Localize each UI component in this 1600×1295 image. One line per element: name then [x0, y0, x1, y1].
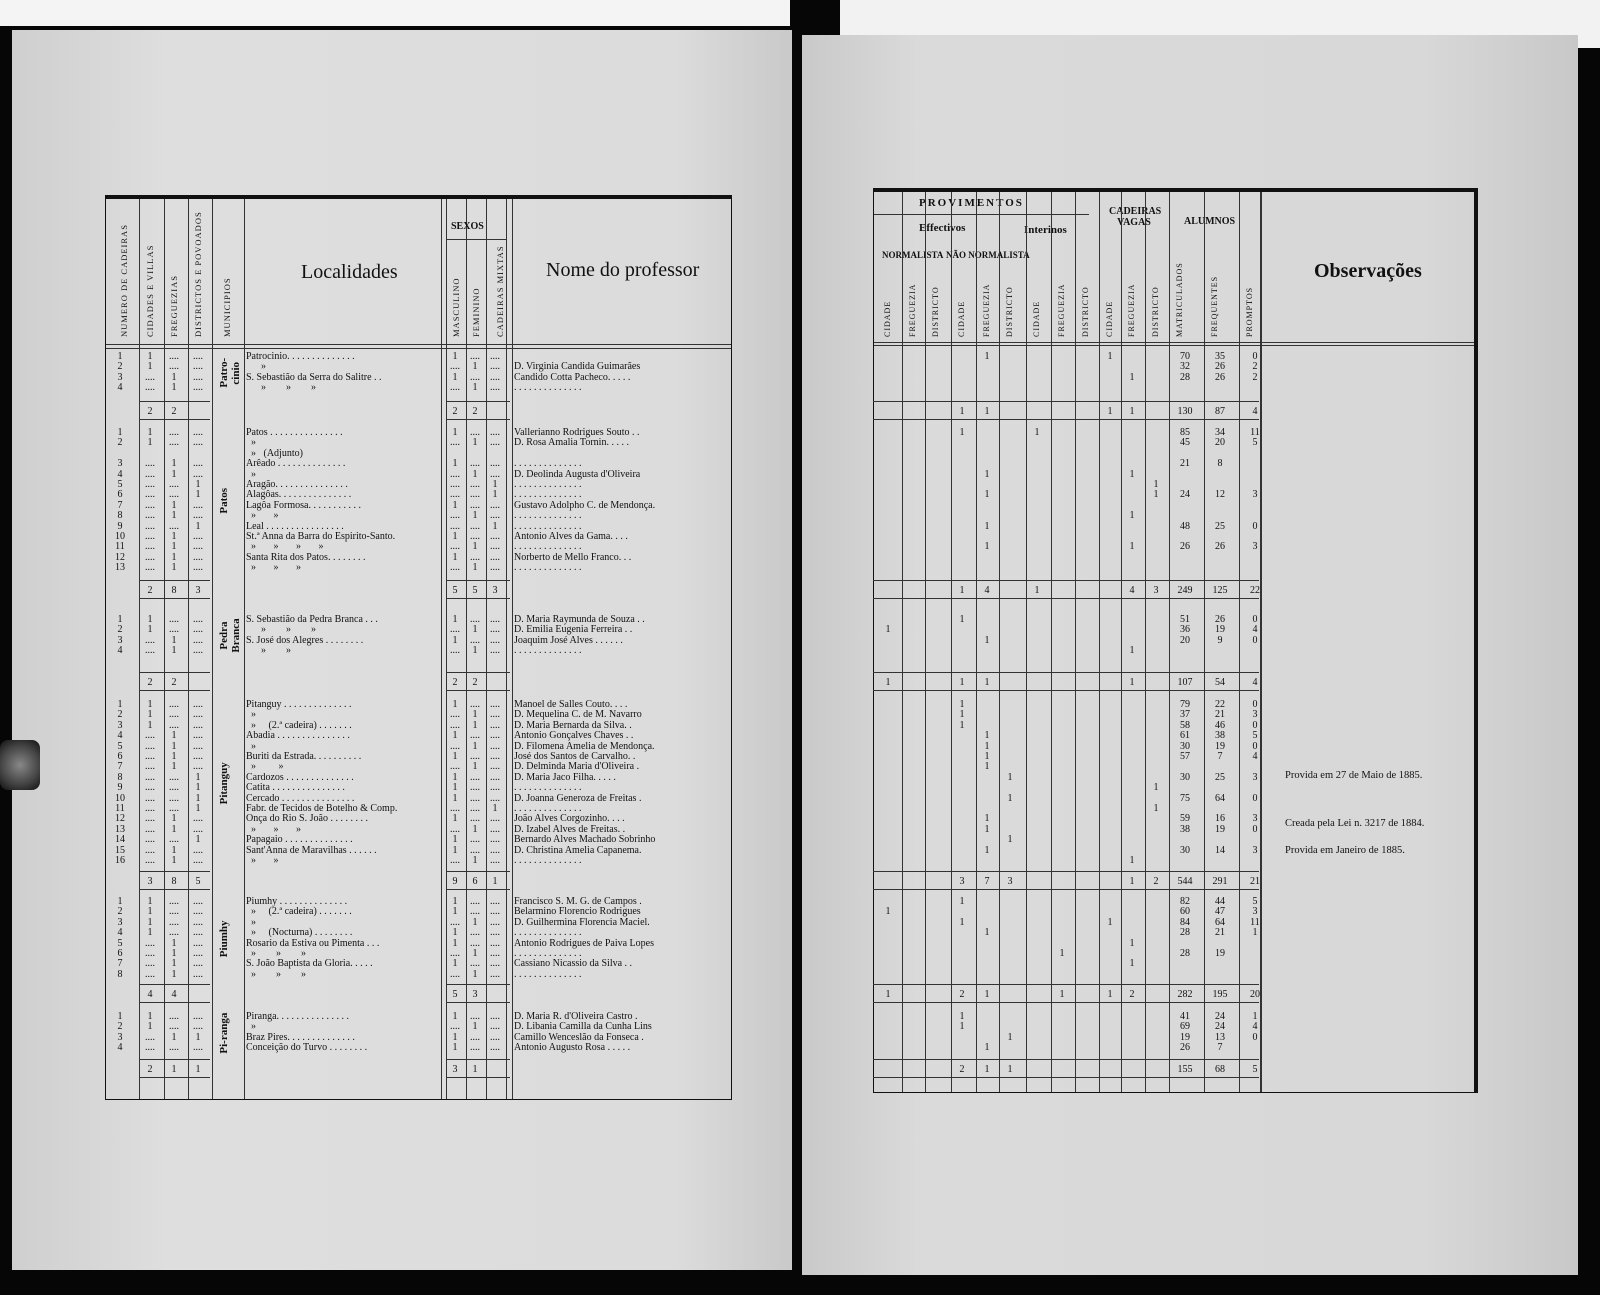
total-freguezias: 8	[171, 585, 177, 596]
professor-col: Vallerianno Rodrigues Souto . . D. Rosa Amalia Tornin. . . . . . . . . . . . . . . . . . . D. Deolinda Augusta d'Oliveira . . . . . . . . . . . . . . . . . . . . . . . . . . . . Gustavo Adolpho C. de Mendonça. . . . . . . . . . . . . . . . . . . . . . . . . . . . . Antonio Alves da Gama. . . . . . . . . . . . . . . . . . Norberto de Mello Franco. . . . . . . . . . . . . . . . .	[514, 427, 656, 574]
total-nn_fr: 7	[984, 876, 990, 887]
total-feminino: 2	[472, 677, 478, 688]
vg_fr-col: 1	[1129, 855, 1135, 867]
districtos-col: .... .... .... ....	[193, 614, 203, 657]
header-rule	[874, 342, 1474, 343]
row-numbers: 1 2 3 4 5 6 7 8	[117, 896, 123, 980]
nn_fr-col: 1	[984, 1042, 990, 1054]
total-districtos: 5	[195, 876, 201, 887]
header-mixtas: CADEIRAS MIXTAS	[495, 245, 505, 337]
pr-col: 0 3 0 5 0 4 3 0 3 0 3	[1252, 699, 1258, 856]
nn_ci-col: 1	[959, 614, 965, 625]
total-rule	[140, 871, 210, 872]
row-numbers: 1 2 3 4	[117, 1011, 123, 1054]
total-freq: 195	[1212, 989, 1228, 1000]
freq-col: 35 26 26	[1215, 351, 1225, 383]
total-pr: 4	[1252, 677, 1258, 688]
feminino-col: .... 1 1 .... 1 .... 1 .... .... .... .... .... 1 .... .... 1	[470, 699, 480, 867]
header-districto: DISTRICTO	[931, 286, 940, 337]
total-rule	[140, 580, 210, 581]
pr-col: 5 3 11 1	[1250, 896, 1260, 939]
total-pr: 5	[1252, 1064, 1258, 1075]
nn_fr-col: 1 1 1 1 1 1 1	[984, 730, 990, 856]
pr-col: 0 2 2	[1252, 351, 1258, 383]
cidades-villas-col: 1 1 .... ....	[145, 614, 155, 657]
total-rule	[446, 1077, 510, 1078]
nn_fr-col: 1	[984, 927, 990, 939]
header-freguezia: FREGUEZIA	[1057, 283, 1066, 337]
total-mat: 249	[1177, 585, 1193, 596]
vg_fr-col: 1	[1129, 645, 1135, 657]
nn_ci-col: 1 1	[959, 896, 965, 928]
col-rule	[212, 199, 213, 1099]
total-feminino: 2	[472, 406, 478, 417]
mixtas-col: .... .... .... ....	[490, 351, 500, 394]
mixtas-col: .... .... .... ....	[490, 614, 500, 657]
total-rule	[446, 984, 510, 985]
header-cidade: CIDADE	[1032, 300, 1041, 337]
total-freq: 291	[1212, 876, 1228, 887]
observacao-note: Creada pela Lei n. 3217 de 1884.	[1285, 818, 1425, 829]
vg_ci-col: 1	[1107, 351, 1113, 362]
total-cidades-villas: 2	[147, 406, 153, 417]
header-masculino: MASCULINO	[451, 277, 461, 337]
total-rule	[873, 598, 1259, 599]
total-freq: 125	[1212, 585, 1228, 596]
header-nome-professor: Nome do professor	[546, 259, 700, 281]
masculino-col: 1 .... 1 ....	[450, 351, 460, 394]
page-edge-top-left	[0, 0, 790, 26]
nn_fr-col: 1	[984, 634, 990, 646]
total-rule	[140, 419, 210, 420]
professor-col: D. Virginia Candida Guimarães Candido Cotta Pacheco. . . . . . . . . . . . . . . . . . .	[514, 361, 641, 394]
total-rule	[873, 889, 1259, 890]
in_ci-col: 1	[1034, 427, 1040, 438]
total-cidades-villas: 2	[147, 1064, 153, 1075]
total-districtos: 1	[195, 1064, 201, 1075]
feminino-col: .... 1 .... ....	[470, 1011, 480, 1054]
pr-col: 0 4 0	[1252, 614, 1258, 646]
total-nn_ci: 2	[959, 989, 965, 1000]
total-rule	[140, 598, 210, 599]
observacao-note: Provida em Janeiro de 1885.	[1285, 845, 1405, 856]
feminino-col: .... 1 .... 1	[470, 351, 480, 394]
nn_di-col: 1 1 1	[1007, 771, 1013, 846]
vg_ci-col: 1	[1107, 916, 1113, 928]
total-nn_fr: 1	[984, 989, 990, 1000]
total-nn_fr: 4	[984, 585, 990, 596]
total-nn_fr: 1	[984, 677, 990, 688]
rule	[874, 214, 1089, 215]
mat-col: 79 37 58 61 30 57 30 75 59 38 30	[1180, 699, 1190, 856]
header-municipios: MUNICIPIOS	[222, 277, 232, 337]
total-vg_fr: 1	[1129, 876, 1135, 887]
header-effectivos: Effectivos	[919, 222, 966, 234]
total-feminino: 1	[472, 1064, 478, 1075]
total-rule	[446, 1002, 510, 1003]
pr-col: 11 5 3 0 3	[1250, 427, 1260, 553]
total-rule	[873, 690, 1259, 691]
total-freguezias: 4	[171, 989, 177, 1000]
cidades-villas-col: 1 1 .... ....	[145, 1011, 155, 1054]
total-nn_ci: 2	[959, 1064, 965, 1075]
col-rule	[244, 199, 245, 1099]
professor-col: Francisco S. M. G. de Campos . Belarmino Florencio Rodrigues D. Guilhermina Florencia Maciel. . . . . . . . . . . . . . . Antonio Rodrigues de Paiva Lopes . . . . . . . . . . . . . . Cassiano Nicassio da Silva . . . . . . . . . . . . . . . .	[514, 896, 654, 980]
localidades-col: Piranga. . . . . . . . . . . . . . . » Braz Pires. . . . . . . . . . . . . . Conceição do Turvo . . . . . . . .	[246, 1011, 368, 1054]
header-normalista: NORMALISTA	[882, 250, 944, 260]
total-rule	[140, 401, 210, 402]
col-rule	[1026, 192, 1027, 1092]
total-rule	[446, 598, 510, 599]
mixtas-col: .... .... .... .... .... .... .... .... .... .... 1 .... .... .... .... ....	[490, 699, 500, 867]
header-districto: DISTRICTO	[1005, 286, 1014, 337]
total-freguezias: 2	[171, 406, 177, 417]
total-rule	[140, 672, 210, 673]
total-rule	[873, 1077, 1259, 1078]
header-provimentos: PROVIMENTOS	[919, 197, 1024, 209]
header-cidade: CIDADE	[883, 300, 892, 337]
nn_ci-col: 1	[959, 427, 965, 438]
vg_fr-col: 1 1	[1129, 937, 1135, 970]
municipio-name: Pi-ranga	[218, 1012, 230, 1054]
total-rule	[140, 1077, 210, 1078]
total-mat: 155	[1177, 1064, 1193, 1075]
total-pr: 22	[1250, 585, 1260, 596]
total-freq: 87	[1215, 406, 1225, 417]
total-rule	[873, 1059, 1259, 1060]
total-freguezias: 2	[171, 677, 177, 688]
cidades-villas-col: 1 1 .... ....	[145, 351, 155, 394]
total-rule	[873, 984, 1259, 985]
total-cidades-villas: 2	[147, 585, 153, 596]
total-rule	[140, 690, 210, 691]
total-pr: 21	[1250, 876, 1260, 887]
total-rule	[446, 1059, 510, 1060]
header-freguezia: FREGUEZIA	[908, 283, 917, 337]
total-freguezias: 1	[171, 1064, 177, 1075]
col-rule	[925, 192, 926, 1092]
header-rule	[874, 345, 1474, 346]
mat-col: 82 60 84 28 28	[1180, 896, 1190, 960]
total-nn_ci: 3	[959, 876, 965, 887]
freguezias-col: .... .... .... 1 1 1 1 .... .... .... .... 1 1 .... 1 1	[169, 699, 179, 867]
cidades-villas-col: 1 1 1 .... .... .... .... .... .... .... .... .... .... .... .... ....	[145, 699, 155, 867]
header-feminino: FEMININO	[471, 287, 481, 337]
vg_fr-col: 1	[1129, 371, 1135, 383]
total-masculino: 9	[452, 876, 458, 887]
districtos-col: .... .... .... ....	[193, 351, 203, 394]
nn_di-col: 1	[1007, 1031, 1013, 1043]
total-rule	[140, 984, 210, 985]
header-cidade: CIDADE	[957, 300, 966, 337]
localidades-col: S. Sebastião da Pedra Branca . . . » » » S. José dos Alegres . . . . . . . . » »	[246, 614, 378, 657]
binder-clip	[0, 740, 40, 790]
total-nn_fr: 1	[984, 1064, 990, 1075]
header-alumnos: ALUMNOS	[1184, 216, 1236, 227]
total-pr: 4	[1252, 406, 1258, 417]
freq-col: 24 24 13 7	[1215, 1011, 1225, 1054]
header-observacoes: Observações	[1314, 260, 1422, 282]
col-rule	[1075, 192, 1076, 1092]
freq-col: 26 19 9	[1215, 614, 1225, 646]
total-masculino: 2	[452, 677, 458, 688]
row-numbers: 1 2 3 4	[117, 614, 123, 657]
total-rule	[446, 871, 510, 872]
mat-col: 41 69 19 26	[1180, 1011, 1190, 1054]
masculino-col: 1 1 .... 1 1 .... 1 ....	[450, 896, 460, 980]
total-cidades-villas: 4	[147, 989, 153, 1000]
nn_fr-col: 1	[984, 351, 990, 362]
row-numbers: 1 2 3 4 5 6 7 8 9 10 11 12 13	[115, 427, 125, 574]
localidades-col: Pitanguy . . . . . . . . . . . . . . » » (2.ª cadeira) . . . . . . . Abadia . . . . . . . . . . . . . . . » Buriti da Estrada. . . . . . . . . . » » Cardozos . . . . . . . . . . . . . . Catita . . . . . . . . . . . . . . . Cercado . . . . . . . . . . . . . . . Fabr. de Tecidos de Botelho & Comp. Onça do Rio S. João . . . . . . . . » » » Papagaio . . . . . . . . . . . . . . Sant'Anna de Maravilhas . . . . . . » »	[246, 699, 398, 867]
freguezias-col: .... .... 1 1 .... .... 1 1 .... 1 1 1 1	[169, 427, 179, 574]
col-rule	[441, 199, 442, 1099]
header-frequentes: FREQUENTES	[1210, 275, 1219, 337]
header-numero-cadeiras: NUMERO DE CADEIRAS	[119, 224, 129, 337]
total-pr: 20	[1250, 989, 1260, 1000]
total-nn_ci: 1	[959, 585, 965, 596]
total-mat: 130	[1177, 406, 1193, 417]
total-nn_ci: 1	[959, 406, 965, 417]
total-vg_fr: 2	[1129, 989, 1135, 1000]
total-rule	[140, 1059, 210, 1060]
header-freguezias: FREGUEZIAS	[169, 275, 179, 337]
row-numbers: 1 2 3 4	[117, 351, 123, 394]
total-freguezias: 8	[171, 876, 177, 887]
total-nn_di: 1	[1007, 1064, 1013, 1075]
professor-col: D. Maria R. d'Oliveira Castro . D. Libania Camilla da Cunha Lins Camillo Wenceslão da Fonseca . Antonio Augusto Rosa . . . . .	[514, 1011, 652, 1054]
total-vg_ci: 1	[1107, 406, 1113, 417]
municipio-name: Patro-cinio	[218, 357, 242, 388]
mat-col: 85 45 21 24 48 26	[1180, 427, 1190, 553]
row-numbers: 1 2 3 4 5 6 7 8 9 10 11 12 13 14 15 16	[115, 699, 125, 867]
freguezias-col: .... .... 1 ....	[169, 1011, 179, 1054]
header-cidades-villas: CIDADES E VILLAS	[145, 244, 155, 337]
total-masculino: 3	[452, 1064, 458, 1075]
header-nao-normalista: NÃO NORMALISTA	[946, 250, 1030, 260]
header-cadeiras-vagas: CADEIRAS VAGAS	[1109, 206, 1162, 228]
total-rule	[446, 690, 510, 691]
masculino-col: 1 .... 1 .... .... .... 1 .... .... 1 .... 1 ....	[450, 427, 460, 574]
masculino-col: 1 .... 1 1	[450, 1011, 460, 1054]
pr-col: 1 4 0	[1252, 1011, 1258, 1043]
total-rule	[873, 672, 1259, 673]
header-districtos: DISTRICTOS E POVOADOS	[193, 211, 203, 337]
total-feminino: 3	[472, 989, 478, 1000]
total-masculino: 2	[452, 406, 458, 417]
header-districto: DISTRICTO	[1151, 286, 1160, 337]
municipio-name: Pitanguy	[218, 762, 230, 805]
header-cidade: CIDADE	[1105, 300, 1114, 337]
col-rule	[1145, 192, 1146, 1092]
freguezias-col: .... .... 1 1	[169, 614, 179, 657]
total-rule	[140, 889, 210, 890]
n_ci-col: 1	[885, 906, 891, 918]
total-districtos: 3	[195, 585, 201, 596]
col-rule	[902, 192, 903, 1092]
municipio-name: Patos	[218, 487, 230, 514]
districtos-col: .... .... 1 ....	[193, 1011, 203, 1054]
districtos-col: .... .... .... .... 1 1 .... .... 1 .... .... .... ....	[193, 427, 203, 574]
total-rule	[873, 1002, 1259, 1003]
nn_ci-col: 1 1 1	[959, 699, 965, 731]
col-rule	[999, 192, 1000, 1092]
districtos-col: .... .... .... .... .... .... .... 1 1 1 1 .... .... 1 .... ....	[193, 699, 203, 867]
total-freq: 68	[1215, 1064, 1225, 1075]
mixtas-col: .... .... .... .... 1 1 .... .... 1 .... .... .... ....	[490, 427, 500, 574]
districtos-col: .... .... .... .... .... .... .... ....	[193, 896, 203, 980]
vg_fr-col: 1 1 1	[1129, 468, 1135, 553]
total-freq: 54	[1215, 677, 1225, 688]
total-rule	[446, 889, 510, 890]
total-nn_fr: 1	[984, 406, 990, 417]
freq-col: 22 21 46 38 19 7 25 64 16 19 14	[1215, 699, 1225, 856]
vg_di-col: 1 1	[1153, 479, 1159, 501]
total-rule	[873, 419, 1259, 420]
total-rule	[446, 419, 510, 420]
header-rule	[106, 348, 731, 349]
header-freguezia: FREGUEZIA	[1127, 283, 1136, 337]
header-rule	[106, 344, 731, 345]
header-districto: DISTRICTO	[1081, 286, 1090, 337]
mixtas-col: .... .... .... .... .... .... .... ....	[490, 896, 500, 980]
total-mixtas: 1	[492, 876, 498, 887]
col-rule	[512, 199, 513, 1099]
freq-col: 34 20 8 12 25 26	[1215, 427, 1225, 553]
total-mat: 282	[1177, 989, 1193, 1000]
total-vg_di: 2	[1153, 876, 1159, 887]
feminino-col: .... 1 .... 1 .... .... .... 1 .... .... 1 .... 1	[470, 427, 480, 574]
feminino-col: .... 1 .... 1	[470, 614, 480, 657]
total-in_ci: 1	[1034, 585, 1040, 596]
header-localidades: Localidades	[301, 261, 398, 283]
professor-col: Manoel de Salles Couto. . . . D. Mequelina C. de M. Navarro D. Maria Bernarda da Silva. . Antonio Gonçalves Chaves . . D. Filomena Amelia de Mendonça. José dos Santos de Carvalho. . D. Delminda Maria d'Oliveira . D. Maria Jaco Filha. . . . . . . . . . . . . . . . . . . D. Joanna Generoza de Freitas . . . . . . . . . . . . . . . João Alves Corgozinho. . . . D. Izabel Alves de Freitas. . Bernardo Alves Machado Sobrinho D. Christina Amelia Capanema. . . . . . . . . . . . . . .	[514, 699, 656, 867]
municipio-name: Piumhy	[218, 920, 230, 957]
total-vg_fr: 1	[1129, 406, 1135, 417]
total-cidades-villas: 2	[147, 677, 153, 688]
freq-col: 44 47 64 21 19	[1215, 896, 1225, 960]
freguezias-col: .... .... 1 1	[169, 351, 179, 394]
total-masculino: 5	[452, 989, 458, 1000]
total-mixtas: 3	[492, 585, 498, 596]
total-n_ci: 1	[885, 677, 891, 688]
total-mat: 107	[1177, 677, 1193, 688]
total-cidades-villas: 3	[147, 876, 153, 887]
total-masculino: 5	[452, 585, 458, 596]
total-in_fr: 1	[1059, 989, 1065, 1000]
vg_di-col: 1 1	[1153, 782, 1159, 815]
mat-col: 70 32 28	[1180, 351, 1190, 383]
total-nn_di: 3	[1007, 876, 1013, 887]
header-interinos: Interinos	[1024, 224, 1067, 236]
cidades-villas-col: 1 1 1 1 .... .... .... ....	[145, 896, 155, 980]
mat-col: 51 36 20	[1180, 614, 1190, 646]
total-rule	[873, 871, 1259, 872]
total-vg_fr: 1	[1129, 677, 1135, 688]
total-rule	[873, 401, 1259, 402]
col-rule	[506, 199, 507, 1099]
total-rule	[140, 1002, 210, 1003]
total-vg_ci: 1	[1107, 989, 1113, 1000]
freguezias-col: .... .... .... .... 1 1 1 1	[169, 896, 179, 980]
cidades-villas-col: 1 1 .... .... .... .... .... .... .... .... .... .... ....	[145, 427, 155, 574]
total-n_ci: 1	[885, 989, 891, 1000]
total-vg_di: 3	[1153, 585, 1159, 596]
total-rule	[446, 401, 510, 402]
total-rule	[873, 580, 1259, 581]
total-feminino: 5	[472, 585, 478, 596]
masculino-col: 1 .... .... 1 .... 1 .... 1 1 1 .... 1 .... 1 1 ....	[450, 699, 460, 867]
total-nn_ci: 1	[959, 677, 965, 688]
in_fr-col: 1	[1059, 948, 1065, 960]
localidades-col: Patrocinio. . . . . . . . . . . . . . » S. Sebastião da Serra do Salitre . . » » »	[246, 351, 382, 394]
observacao-note: Provida em 27 de Maio de 1885.	[1285, 770, 1423, 781]
professor-col: D. Maria Raymunda de Souza . . D. Emilia Eugenia Ferreira . . Joaquim José Alves . . . . . . . . . . . . . . . . . . . .	[514, 614, 645, 657]
nn_fr-col: 1 1 1 1	[984, 468, 990, 553]
localidades-col: Piumhy . . . . . . . . . . . . . . » (2.ª cadeira) . . . . . . . » » (Nocturna) . . . . . . . . Rosario da Estiva ou Pimenta . . . » » » S. João Baptista da Gloria. . . . . » » »	[246, 896, 380, 980]
municipio-name: Pedra Branca	[218, 618, 242, 653]
mixtas-col: .... .... .... ....	[490, 1011, 500, 1054]
header-freguezia: FREGUEZIA	[982, 283, 991, 337]
header-promptos: PROMPTOS	[1245, 286, 1254, 337]
n_ci-col: 1	[885, 624, 891, 636]
total-mat: 544	[1177, 876, 1193, 887]
nn_ci-col: 1 1	[959, 1011, 965, 1033]
total-rule	[446, 580, 510, 581]
total-feminino: 6	[472, 876, 478, 887]
total-vg_fr: 4	[1129, 585, 1135, 596]
header-matriculados: MATRICULADOS	[1175, 262, 1184, 337]
feminino-col: .... .... 1 .... .... 1 .... 1	[470, 896, 480, 980]
localidades-col: Patos . . . . . . . . . . . . . . . » » (Adjunto) Arêado . . . . . . . . . . . . . . » Aragão. . . . . . . . . . . . . . . Alagôas. . . . . . . . . . . . . . . Lagôa Formosa. . . . . . . . . . . » » Leal . . . . . . . . . . . . . . . . St.ª Anna da Barra do Espirito-Santo. » » » » Santa Rita dos Patos. . . . . . . . » » »	[246, 427, 396, 574]
total-rule	[446, 672, 510, 673]
header-sexos: SEXOS	[451, 221, 484, 232]
masculino-col: 1 .... 1 ....	[450, 614, 460, 657]
